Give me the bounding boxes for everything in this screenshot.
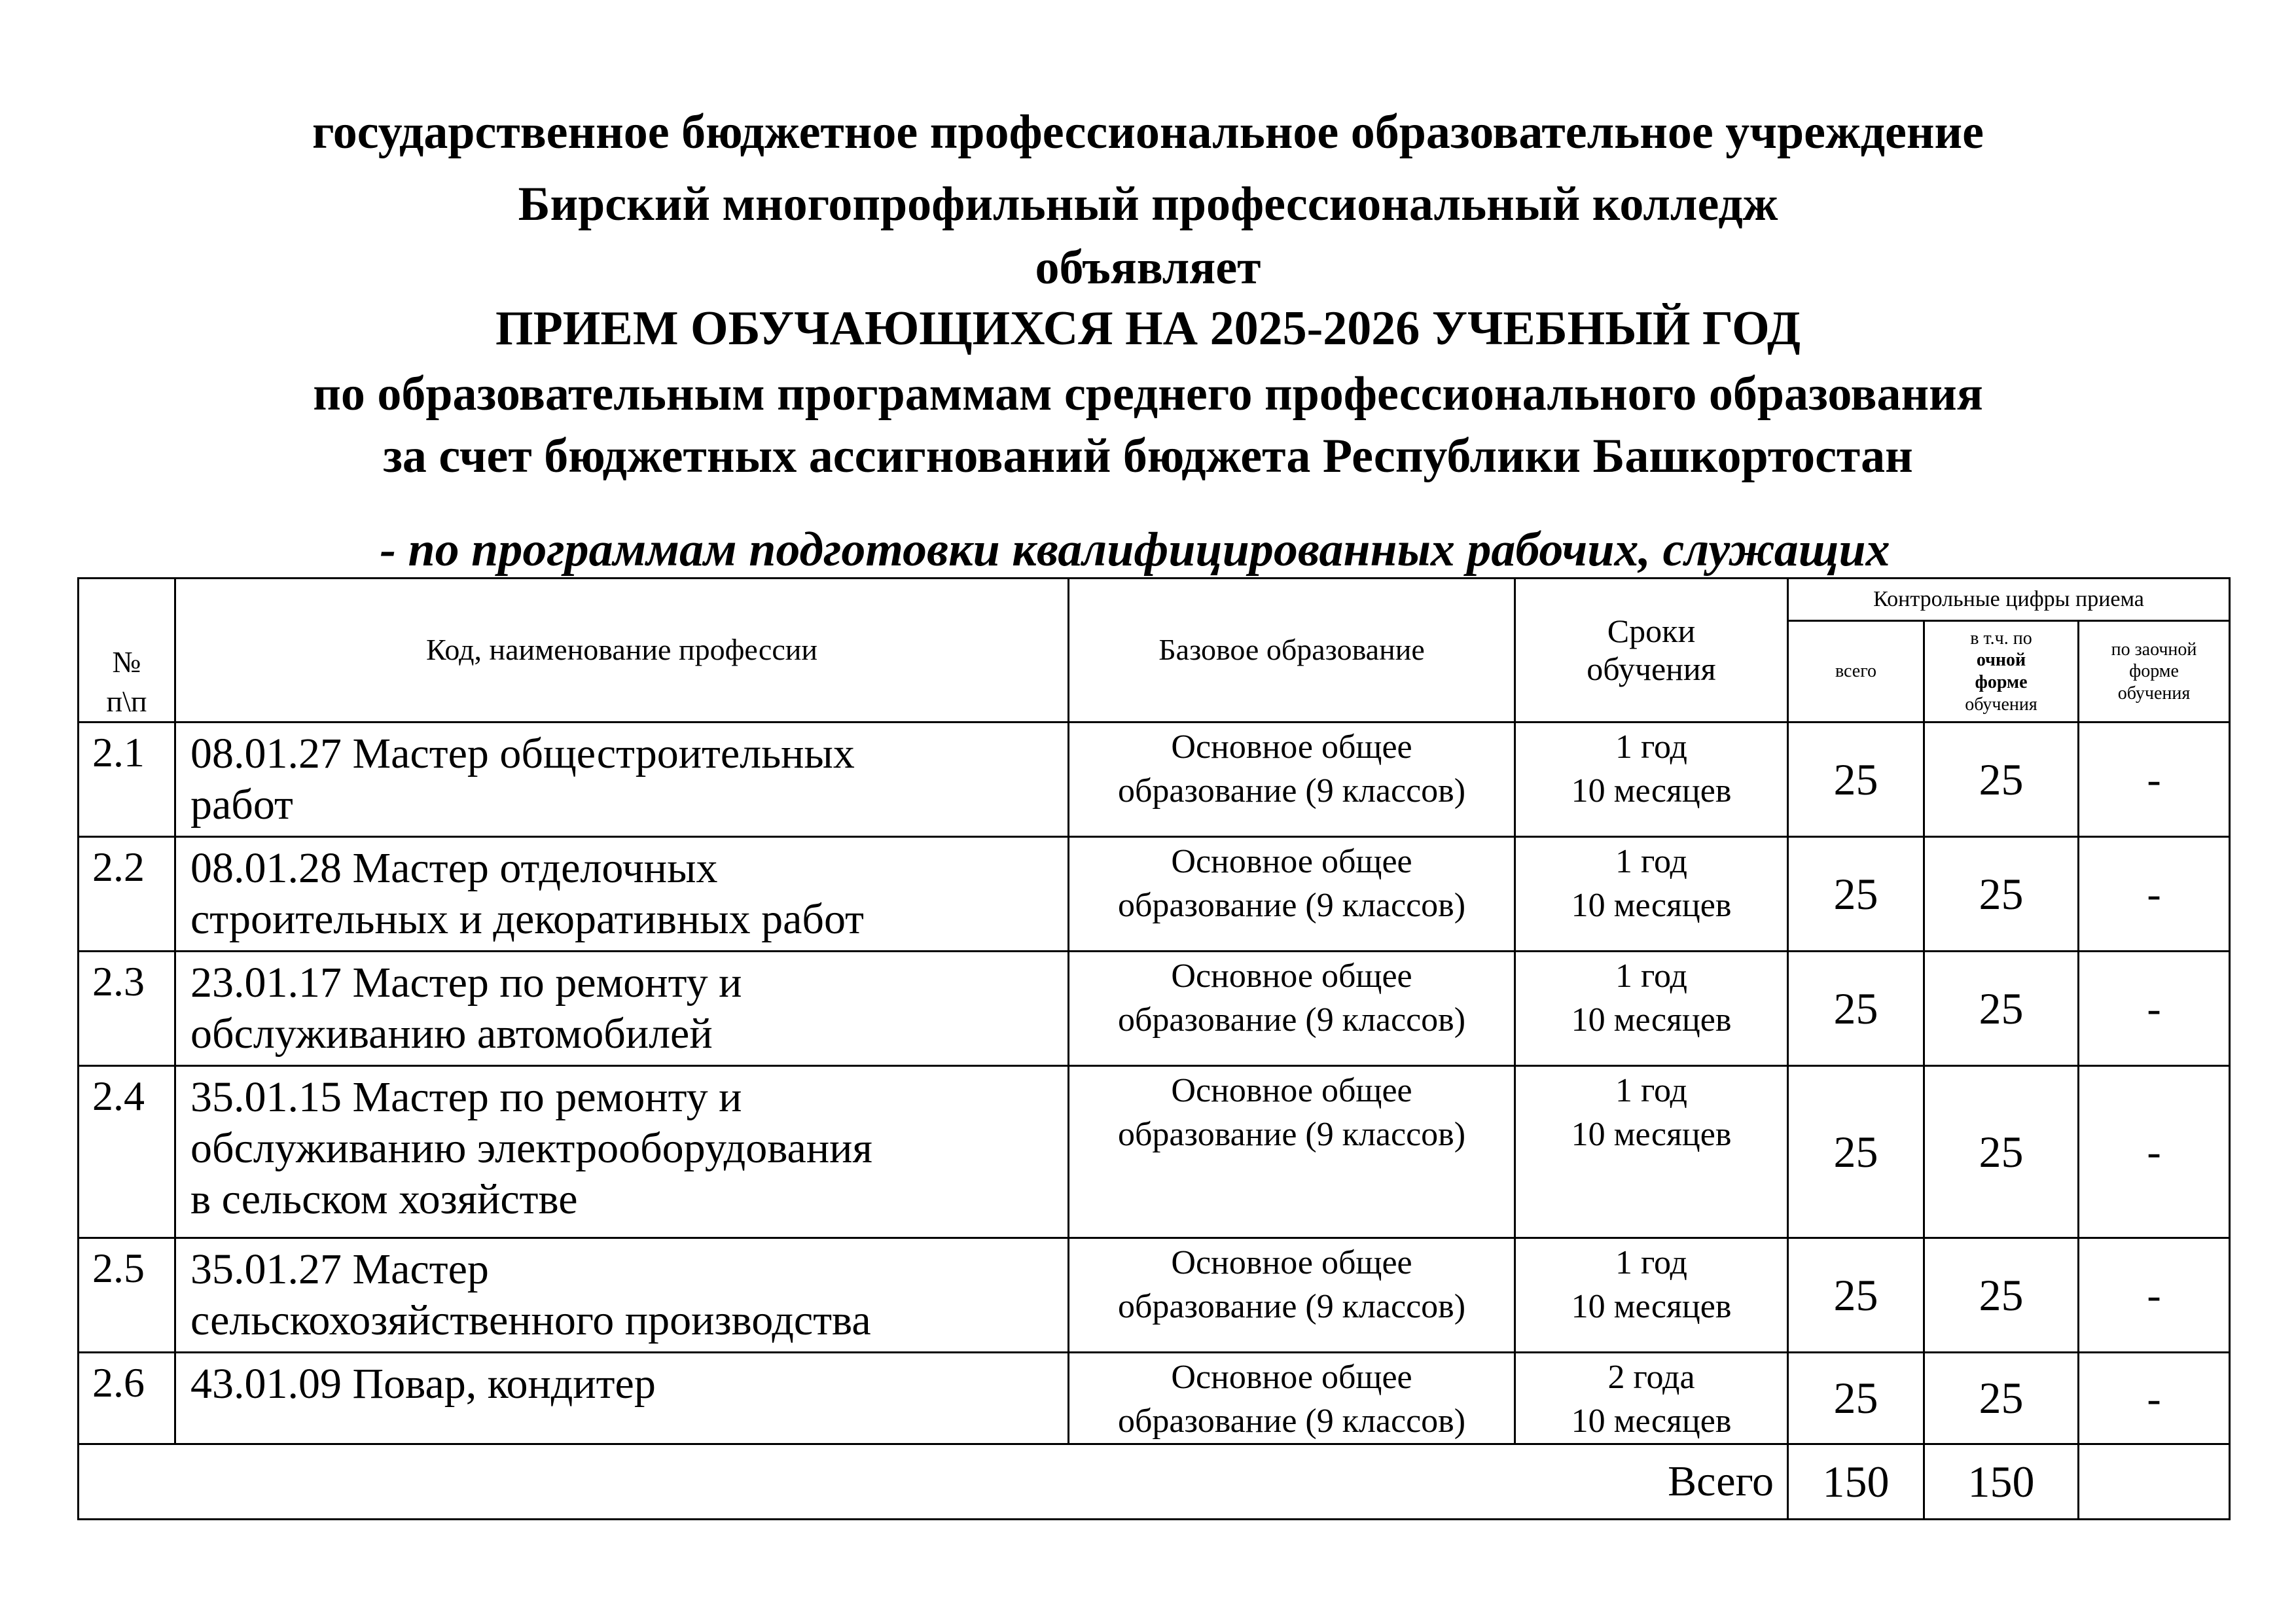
row-parttime: - (2079, 1066, 2230, 1238)
col-profession-header: Код, наименование профессии (175, 579, 1069, 722)
profession-line: сельскохозяйственного производства (190, 1296, 871, 1344)
row-number: 2.1 (79, 722, 175, 837)
col-parttime-line3: обучения (2117, 683, 2191, 704)
row-number: 2.6 (79, 1353, 175, 1444)
col-base-header: Базовое образование (1069, 579, 1515, 722)
row-parttime: - (2079, 952, 2230, 1066)
row-base-education (1069, 722, 1515, 837)
row-term (1515, 952, 1788, 1066)
term-line: 1 год (1615, 728, 1687, 766)
row-parttime: - (2079, 1238, 2230, 1353)
profession-line: 08.01.27 Мастер общестроительных (190, 730, 855, 777)
col-term-line1: Сроки (1607, 613, 1696, 649)
term-line: 10 месяцев (1571, 1287, 1732, 1325)
row-fulltime: 25 (1924, 1353, 2079, 1444)
header-line-6: за счет бюджетных ассигнований бюджета Республики Башкортостан (383, 429, 1913, 483)
header-line-5: по образовательным программам среднего профессионального образования (313, 367, 1983, 421)
row-number: 2.2 (79, 837, 175, 952)
row-term (1515, 1353, 1788, 1444)
totals-fulltime: 150 (1924, 1444, 2079, 1520)
row-profession (175, 952, 1069, 1066)
col-parttime-line2: форме (2129, 661, 2179, 682)
row-base-education (1069, 1238, 1515, 1353)
col-total-header: всего (1788, 621, 1924, 722)
table-row (79, 722, 2230, 837)
col-fulltime-line3: форме (1975, 672, 2028, 692)
row-number: 2.5 (79, 1238, 175, 1353)
profession-line: работ (190, 780, 293, 829)
profession-line: 35.01.27 Мастер (190, 1245, 489, 1293)
col-fulltime-line2: очной (1976, 650, 2026, 671)
header-line-3: объявляет (1035, 241, 1261, 294)
term-line: 10 месяцев (1571, 1115, 1732, 1153)
base-line: Основное общее (1171, 1072, 1412, 1109)
totals-row (79, 1444, 2230, 1520)
base-line: образование (9 классов) (1117, 1402, 1466, 1440)
row-total: 25 (1788, 952, 1924, 1066)
base-line: образование (9 классов) (1117, 1001, 1466, 1039)
col-parttime-header (2079, 621, 2230, 722)
profession-line: обслуживанию автомобилей (190, 1009, 713, 1058)
col-num-header (79, 579, 175, 722)
table-row (79, 837, 2230, 952)
profession-line: 08.01.28 Мастер отделочных (190, 844, 718, 892)
row-term (1515, 722, 1788, 837)
term-line: 1 год (1615, 843, 1687, 880)
col-fulltime-line4: обучения (1965, 694, 2037, 715)
row-profession (175, 1238, 1069, 1353)
totals-total: 150 (1788, 1444, 1924, 1520)
row-total: 25 (1788, 1066, 1924, 1238)
row-fulltime: 25 (1924, 1238, 2079, 1353)
profession-line: 35.01.15 Мастер по ремонту и (190, 1073, 742, 1121)
table-row (79, 1238, 2230, 1353)
col-num-line2: п\п (106, 685, 147, 719)
row-number: 2.4 (79, 1066, 175, 1238)
row-profession (175, 722, 1069, 837)
row-total: 25 (1788, 837, 1924, 952)
profession-line: строительных и декоративных работ (190, 895, 864, 943)
term-line: 10 месяцев (1571, 1001, 1732, 1039)
base-line: Основное общее (1171, 1244, 1412, 1281)
row-profession (175, 837, 1069, 952)
program-subheading: - по программам подготовки квалифицированных рабочих, служащих (380, 523, 1890, 577)
row-parttime: - (2079, 837, 2230, 952)
row-fulltime: 25 (1924, 952, 2079, 1066)
totals-parttime (2079, 1444, 2230, 1520)
base-line: Основное общее (1171, 957, 1412, 995)
term-line: 1 год (1615, 957, 1687, 995)
base-line: образование (9 классов) (1117, 1287, 1466, 1325)
table-row (79, 952, 2230, 1066)
col-fulltime-header (1924, 621, 2079, 722)
base-line: образование (9 классов) (1117, 1115, 1466, 1153)
row-profession (175, 1353, 1069, 1444)
row-total: 25 (1788, 1353, 1924, 1444)
row-fulltime: 25 (1924, 722, 2079, 837)
term-line: 10 месяцев (1571, 1402, 1732, 1440)
row-profession (175, 1066, 1069, 1238)
header-line-4: ПРИЕМ ОБУЧАЮЩИХСЯ НА 2025-2026 УЧЕБНЫЙ ГОД (495, 302, 1801, 355)
profession-line: 23.01.17 Мастер по ремонту и (190, 959, 742, 1007)
table-row (79, 1353, 2230, 1444)
col-term-line2: обучения (1587, 650, 1716, 687)
base-line: Основное общее (1171, 728, 1412, 766)
row-total: 25 (1788, 722, 1924, 837)
row-base-education (1069, 952, 1515, 1066)
row-base-education (1069, 1353, 1515, 1444)
row-parttime: - (2079, 722, 2230, 837)
row-parttime: - (2079, 1353, 2230, 1444)
col-parttime-line1: по заочной (2111, 639, 2197, 660)
col-num-line1: № (112, 645, 141, 679)
col-fulltime-line1: в т.ч. по (1970, 628, 2032, 649)
term-line: 2 года (1607, 1359, 1695, 1396)
profession-line: в сельском хозяйстве (190, 1175, 578, 1223)
row-number: 2.3 (79, 952, 175, 1066)
profession-line: 43.01.09 Повар, кондитер (190, 1360, 656, 1408)
term-line: 1 год (1615, 1244, 1687, 1281)
row-fulltime: 25 (1924, 1066, 2079, 1238)
row-term (1515, 1066, 1788, 1238)
base-line: образование (9 классов) (1117, 772, 1466, 810)
header-row-top (79, 579, 2230, 621)
header-line-1: государственное бюджетное профессиональное образовательное учреждение (312, 105, 1984, 159)
col-term-header (1515, 579, 1788, 722)
base-line: образование (9 классов) (1117, 886, 1466, 924)
row-term (1515, 837, 1788, 952)
profession-line: обслуживанию электрооборудования (190, 1124, 872, 1172)
base-line: Основное общее (1171, 843, 1412, 880)
row-fulltime: 25 (1924, 837, 2079, 952)
row-base-education (1069, 1066, 1515, 1238)
row-term (1515, 1238, 1788, 1353)
totals-label: Всего (79, 1444, 1788, 1520)
row-total: 25 (1788, 1238, 1924, 1353)
table-row (79, 1066, 2230, 1238)
row-base-education (1069, 837, 1515, 952)
admission-table (77, 577, 2231, 1520)
term-line: 1 год (1615, 1072, 1687, 1109)
header-line-2: Бирский многопрофильный профессиональный колледж (518, 177, 1778, 231)
base-line: Основное общее (1171, 1359, 1412, 1396)
term-line: 10 месяцев (1571, 772, 1732, 810)
control-figures-header: Контрольные цифры приема (1788, 579, 2230, 621)
term-line: 10 месяцев (1571, 886, 1732, 924)
